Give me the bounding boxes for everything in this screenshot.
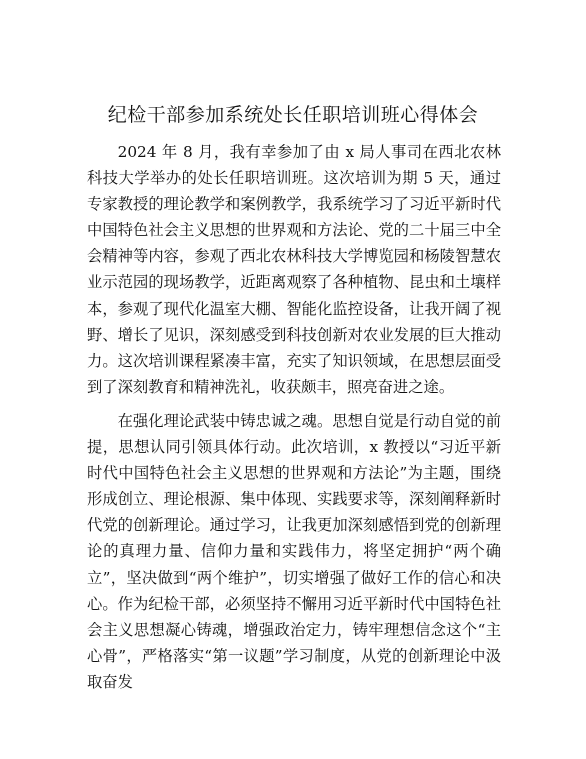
document-body: [87, 139, 501, 695]
paragraph-2: 在强化理论武装中铸忠诚之魂。思想自觉是行动自觉的前提，思想认同引领具体行动。此次培训，x 教授以“习近平新时代中国特色社会主义思想的世界观和方法论”为主题，围绕形成创立、理论根源、集中体现、实践要求等，深刻阐释新时代党的创新理论。通过学习，让我更加深刻感悟到党的创新理论的真理力量、信仰力量和实践伟力，将坚定拥护“两个确立”，坚决做到“两个维护”，切实增强了做好工作的信心和决心。作为纪检干部，必须坚持不懈用习近平新时代中国特色社会主义思想凝心铸魂，增强政治定力，铸牢理想信念这个“主心骨”，严格落实“第一议题”学习制度，从党的创新理论中汲取奋发: [87, 411, 501, 691]
document-title: 纪检干部参加系统处长任职培训班心得体会: [107, 104, 479, 126]
paragraph-1: 2024 年 8 月，我有幸参加了由 x 局人事司在西北农林科技大学举办的处长任职培训班。这次培训为期 5 天，通过专家教授的理论教学和案例教学，我系统学习了习近平新时代中国特色社会主义思想的世界观和方法论、党的二十届三中全会精神等内容，参观了西北农林科技大学博览园和杨陵智慧农业示范园的现场教学，近距离观察了各种植物、昆虫和土壤样本，参观了现代化温室大棚、智能化监控设备，让我开阔了视野、增长了见识，深刻感受到科技创新对农业发展的巨大推动力。这次培训课程紧凑丰富，充实了知识领域，在思想层面受到了深刻教育和精神洗礼，收获颇丰，照亮奋进之途。: [87, 143, 501, 396]
